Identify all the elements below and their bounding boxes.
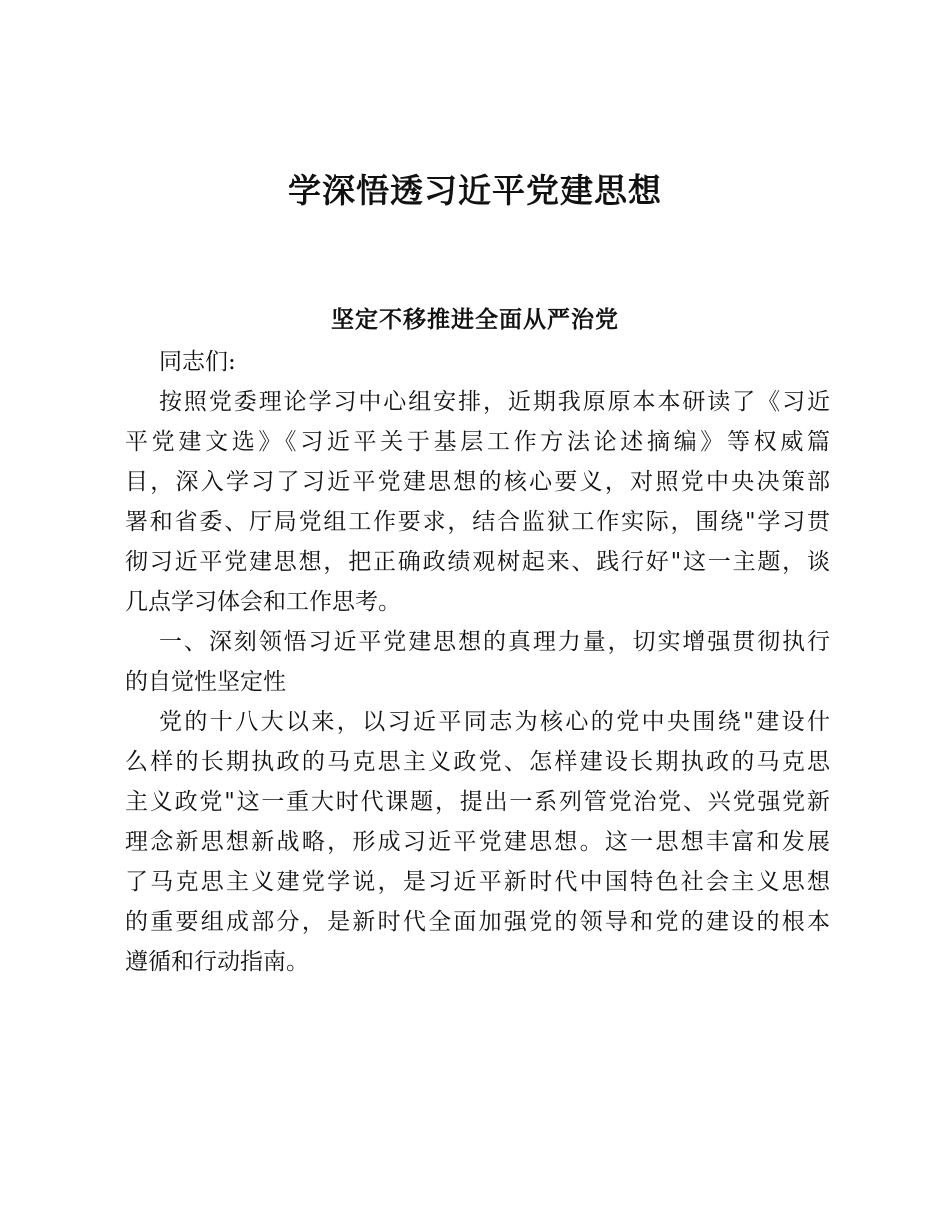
- paragraph-line: 主义政党"这一重大时代课题，提出一系列管党治党、兴党强党新: [125, 789, 830, 815]
- paragraph-intro: [125, 382, 830, 622]
- paragraph-line: 党的十八大以来，以习近平同志为核心的党中央围绕"建设什: [159, 709, 830, 735]
- heading-line: 的自觉性坚定性: [125, 669, 286, 695]
- section-heading-1: [125, 622, 830, 702]
- paragraph-line: 了马克思主义建党学说，是习近平新时代中国特色社会主义思想: [125, 869, 830, 895]
- paragraph-line: 理念新思想新战略，形成习近平党建思想。这一思想丰富和发展: [125, 829, 830, 855]
- paragraph-line: 遵循和行动指南。: [125, 949, 309, 975]
- document-body: [125, 342, 830, 982]
- paragraph-line: 按照党委理论学习中心组安排，近期我原原本本研读了《习近: [159, 389, 830, 415]
- document-title: 学深悟透习近平党建思想: [288, 171, 662, 210]
- paragraph-line: 的重要组成部分，是新时代全面加强党的领导和党的建设的根本: [125, 909, 830, 935]
- paragraph-line: 么样的长期执政的马克思主义政党、怎样建设长期执政的马克思: [125, 749, 830, 775]
- paragraph-line: 署和省委、厅局党组工作要求，结合监狱工作实际，围绕"学习贯: [125, 509, 830, 535]
- paragraph-line: 彻习近平党建思想，把正确政绩观树起来、践行好"这一主题，谈: [125, 549, 830, 575]
- paragraph-line: 平党建文选》《习近平关于基层工作方法论述摘编》等权威篇: [125, 429, 830, 455]
- heading-line: 一、深刻领悟习近平党建思想的真理力量，切实增强贯彻执行: [159, 629, 830, 655]
- paragraph-line: 目，深入学习了习近平党建思想的核心要义，对照党中央决策部: [125, 469, 830, 495]
- greeting: 同志们:: [159, 349, 236, 375]
- paragraph-line: 几点学习体会和工作思考。: [125, 589, 401, 615]
- paragraph-section-1: [125, 702, 830, 982]
- document-subtitle: 坚定不移推进全面从严治党: [331, 306, 619, 333]
